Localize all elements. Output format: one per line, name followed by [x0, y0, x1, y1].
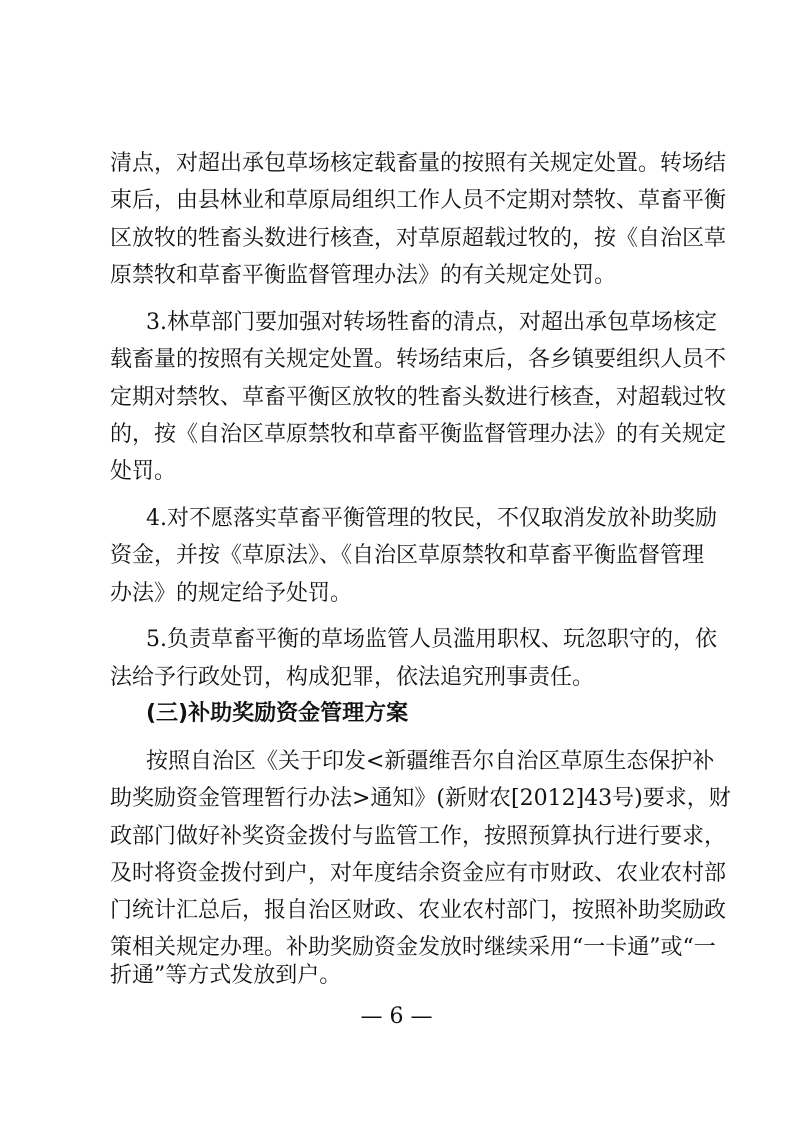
page-number: — 6 — — [360, 1004, 433, 1029]
paragraph-1-line-2: 束后，由县林业和草原局组织工作人员不定期对禁牧、草畜平衡 — [110, 188, 727, 213]
paragraph-3-line-2: 资金，并按《草原法》、《自治区草原禁牧和草畜平衡监督管理 — [110, 543, 705, 568]
paragraph-5-line-2: 助奖励资金管理暂行办法>通知》(新财农[2012]43号)要求，财 — [110, 786, 731, 811]
paragraph-5-line-5: 门统计汇总后，报自治区财政、农业农村部门，按照补助奖励政 — [110, 898, 727, 923]
paragraph-1-line-4: 原禁牧和草畜平衡监督管理办法》的有关规定处罚。 — [110, 263, 617, 288]
paragraph-5-line-6: 策相关规定办理。补助奖励资金发放时继续采用“一卡通”或“一 — [110, 935, 716, 960]
paragraph-2-line-1: 3.林草部门要加强对转场牲畜的清点，对超出承包草场核定 — [146, 310, 717, 335]
paragraph-2-line-2: 载畜量的按照有关规定处置。转场结束后，各乡镇要组织人员不 — [110, 347, 727, 372]
section-heading: (三)补助奖励资金管理方案 — [146, 701, 409, 726]
paragraph-2-line-5: 处罚。 — [110, 459, 177, 484]
paragraph-2-line-4: 的，按《自治区草原禁牧和草畜平衡监督管理办法》的有关规定 — [110, 422, 727, 447]
paragraph-2-line-3: 定期对禁牧、草畜平衡区放牧的牲畜头数进行核查，对超载过牧 — [110, 385, 727, 410]
paragraph-4-line-1: 5.负责草畜平衡的草场监管人员滥用职权、玩忽职守的，依 — [146, 627, 717, 652]
paragraph-5-line-1: 按照自治区《关于印发<新疆维吾尔自治区草原生态保护补 — [146, 749, 715, 774]
paragraph-5-line-7: 折通”等方式发放到户。 — [110, 963, 342, 988]
paragraph-3-line-1: 4.对不愿落实草畜平衡管理的牧民，不仅取消发放补助奖励 — [146, 506, 717, 531]
paragraph-3-line-3: 办法》的规定给予处罚。 — [110, 581, 353, 606]
paragraph-1-line-1: 清点，对超出承包草场核定载畜量的按照有关规定处置。转场结 — [110, 151, 727, 176]
paragraph-5-line-4: 及时将资金拨付到户，对年度结余资金应有市财政、农业农村部 — [110, 861, 727, 886]
paragraph-1-line-3: 区放牧的牲畜头数进行核查，对草原超载过牧的，按《自治区草 — [110, 226, 727, 251]
paragraph-5-line-3: 政部门做好补奖资金拨付与监管工作，按照预算执行进行要求， — [110, 824, 727, 849]
paragraph-4-line-2: 法给予行政处罚，构成犯罪，依法追究刑事责任。 — [110, 665, 595, 690]
